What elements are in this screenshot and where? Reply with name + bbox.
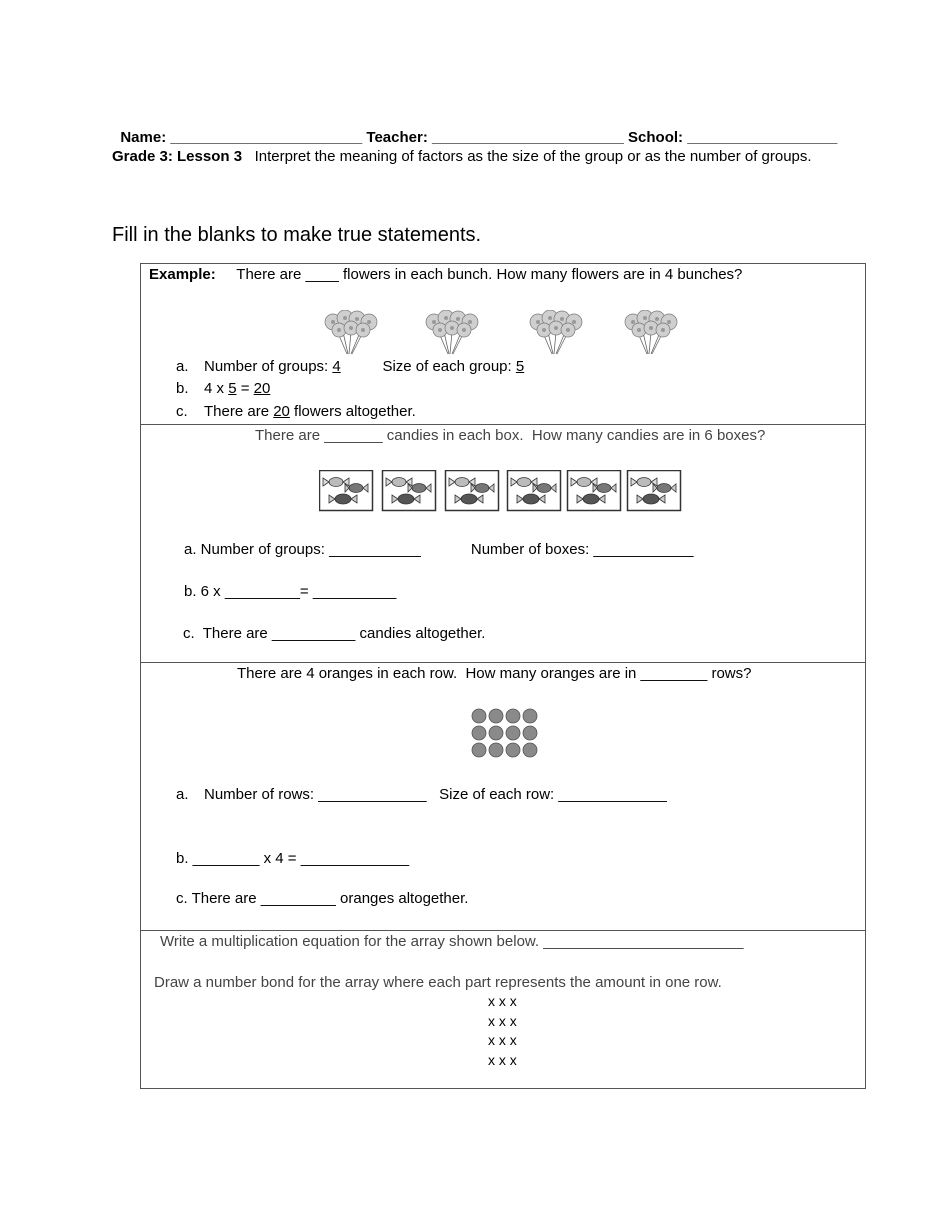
example-prompt: There are ____ flowers in each bunch. How many flowers are in 4 bunches? [236, 266, 743, 283]
oranges-section [140, 662, 866, 931]
candy-box-3 [446, 471, 499, 511]
candy-box-2 [383, 471, 436, 511]
candy-box-6 [628, 471, 681, 511]
flower-bunch-1 [325, 310, 377, 354]
oranges-item-c[interactable]: c. There are _________ oranges altogether. [176, 890, 469, 907]
groups-value: 4 [332, 358, 341, 375]
flower-bunch-4 [625, 310, 677, 354]
candy-boxes-image [319, 470, 685, 514]
lesson-line [112, 148, 812, 165]
equation-product: 20 [253, 380, 271, 397]
candies-groups-blank[interactable]: a. Number of groups: ___________ [184, 541, 421, 558]
example-section [140, 263, 866, 425]
size-label: Size of each group: [382, 358, 516, 375]
item-c-marker: c. [176, 403, 188, 420]
candies-item-b[interactable]: b. 6 x _________= __________ [184, 583, 397, 600]
equation-start: 4 x [204, 380, 229, 397]
equation-factor: 5 [228, 380, 237, 397]
oranges-item-b[interactable]: b. ________ x 4 = _____________ [176, 850, 410, 867]
altogether-end: flowers altogether. [289, 403, 416, 420]
school-field[interactable]: School: __________________ [628, 129, 838, 146]
size-value: 5 [515, 358, 525, 375]
oranges-item-a [176, 786, 667, 803]
array-row-3: x x x [488, 1032, 517, 1048]
example-item-c [176, 403, 416, 420]
candies-boxes-blank[interactable]: Number of boxes: ____________ [470, 541, 694, 558]
instructions: Fill in the blanks to make true statements. [112, 224, 482, 246]
equation-prompt[interactable]: Write a multiplication equation for the array shown below. ________________________ [160, 933, 744, 950]
candies-section [140, 424, 866, 663]
flower-bunch-3 [530, 310, 582, 354]
row-size-blank[interactable]: Size of each row: _____________ [439, 786, 667, 803]
groups-label: Number of groups: [204, 358, 333, 375]
example-prompt-line [149, 266, 742, 283]
item-a-marker: a. [176, 358, 189, 375]
student-info-header [112, 112, 837, 146]
flower-bunch-2 [426, 310, 478, 354]
name-field[interactable]: Name: _______________________ [120, 129, 363, 146]
candies-item-c[interactable]: c. There are __________ candies altogether. [183, 625, 486, 642]
altogether-value: 20 [273, 403, 290, 420]
equation-equals: = [236, 380, 254, 397]
orange-grid [472, 709, 537, 757]
item-b-marker: b. [176, 380, 189, 397]
rows-blank[interactable]: Number of rows: _____________ [204, 786, 427, 803]
array-row-1: x x x [488, 993, 517, 1009]
array-row-2: x x x [488, 1013, 517, 1029]
example-item-a [176, 358, 524, 375]
orange-array-image [471, 708, 539, 758]
teacher-field[interactable]: Teacher: _______________________ [366, 129, 624, 146]
candies-prompt: There are _______ candies in each box. How many candies are in 6 boxes? [255, 427, 766, 444]
lesson-title: Grade 3: Lesson 3 [112, 148, 243, 165]
array-row-4: x x x [488, 1052, 517, 1068]
candy-box-5 [568, 471, 621, 511]
number-bond-prompt: Draw a number bond for the array where each part represents the amount in one row. [154, 974, 722, 991]
array-section [140, 930, 866, 1089]
flower-bunches-image [321, 310, 683, 358]
lesson-description: Interpret the meaning of factors as the size of the group or as the number of groups. [254, 148, 812, 165]
altogether-start: There are [204, 403, 274, 420]
oranges-prompt: There are 4 oranges in each row. How many oranges are in ________ rows? [237, 665, 752, 682]
example-label: Example: [149, 266, 216, 283]
candy-box-4 [508, 471, 561, 511]
example-item-b [176, 380, 270, 397]
oranges-a-marker: a. [176, 786, 189, 803]
candies-item-a[interactable] [184, 541, 694, 558]
candy-box-1 [320, 471, 373, 511]
